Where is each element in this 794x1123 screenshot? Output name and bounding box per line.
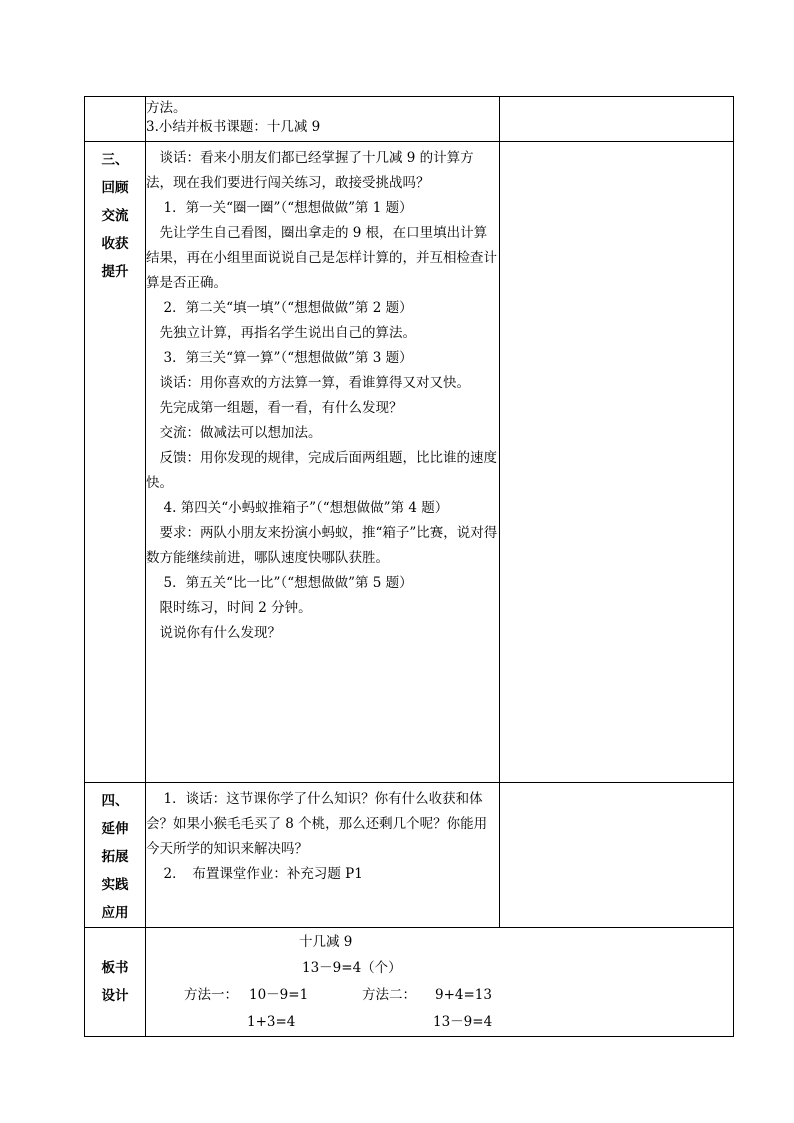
row-label bbox=[85, 783, 146, 928]
notes-cell bbox=[500, 783, 734, 928]
row-label-line: 应用 bbox=[101, 905, 129, 921]
board-design-content bbox=[146, 928, 734, 1037]
paragraph: 1．谈话：这节课你学了什么知识？你有什么收获和体会？如果小猴毛毛买了 8 个桃，那么还剩几个呢？你能用今天所学的知识来解决吗？ bbox=[146, 791, 488, 857]
row-label-line: 板书 bbox=[101, 960, 129, 976]
paragraph: 3．第三关“算一算”（“想想做做”第 3 题） bbox=[163, 350, 413, 366]
paragraph: 限时练习，时间 2 分钟。 bbox=[159, 600, 312, 616]
paragraph: 要求：两队小朋友来扮演小蚂蚁，推“箱子”比赛，说对得数方能继续前进，哪队速度快哪队获胜。 bbox=[146, 525, 498, 566]
row-label-line: 四、 bbox=[101, 793, 129, 809]
method1-line1: 10－9=1 bbox=[249, 987, 309, 1003]
notes-cell bbox=[500, 97, 734, 142]
row-label-empty bbox=[85, 97, 146, 142]
row-content bbox=[146, 97, 500, 142]
row-label-line: 三、 bbox=[101, 152, 129, 168]
board-title: 十几减 9 bbox=[299, 934, 353, 950]
method2-line1: 9+4=13 bbox=[435, 987, 492, 1003]
paragraph: 谈话：看来小朋友们都已经掌握了十几减 9 的计算方法，现在我们要进行闯关练习，敢接受挑战吗？ bbox=[146, 150, 474, 191]
row-label-line: 拓展 bbox=[101, 849, 129, 865]
row-label bbox=[85, 142, 146, 783]
row-label-line: 回顾 bbox=[101, 180, 129, 196]
row-label-line: 交流 bbox=[101, 208, 129, 224]
paragraph: 先独立计算，再指名学生说出自己的算法。 bbox=[159, 325, 416, 341]
table-row-board-design bbox=[85, 928, 734, 1037]
table-row-continuation bbox=[85, 97, 734, 142]
board-equation: 13－9=4（个） bbox=[302, 960, 402, 976]
row-label bbox=[85, 928, 146, 1037]
method1-label: 方法一： bbox=[184, 987, 238, 1003]
method1-line2: 1+3=4 bbox=[247, 1014, 296, 1030]
row-label-line: 延伸 bbox=[101, 821, 129, 837]
table-row-review bbox=[85, 142, 734, 783]
row-label-line: 设计 bbox=[101, 988, 129, 1004]
paragraph: 说说你有什么发现？ bbox=[159, 625, 281, 641]
method2-line2: 13－9=4 bbox=[433, 1014, 493, 1030]
paragraph: 先让学生自己看图，圈出拿走的 9 根，在口里填出计算结果，再在小组里面说说自己是怎样计算的，并互相检查计算是否正确。 bbox=[146, 225, 497, 291]
row-content bbox=[146, 783, 500, 928]
text-line: 方法。 bbox=[146, 100, 187, 116]
text-line: 3.小结并板书课题：十几减 9 bbox=[146, 119, 321, 135]
paragraph: 谈话：用你喜欢的方法算一算，看谁算得又对又快。 bbox=[159, 375, 470, 391]
row-content bbox=[146, 142, 500, 783]
paragraph: 先完成第一组题，看一看，有什么发现？ bbox=[159, 400, 403, 416]
table-row-extension bbox=[85, 783, 734, 928]
method2-label: 方法二： bbox=[362, 987, 416, 1003]
paragraph: 4. 第四关“小蚂蚁推箱子”（“想想做做”第 4 题） bbox=[163, 500, 449, 516]
paragraph: 2． 布置课堂作业：补充习题 P1 bbox=[163, 866, 363, 882]
paragraph: 2．第二关“填一填”（“想想做做”第 2 题） bbox=[163, 300, 413, 316]
row-label-line: 提升 bbox=[101, 264, 129, 280]
paragraph: 1．第一关“圈一圈”（“想想做做”第 1 题） bbox=[163, 200, 413, 216]
paragraph: 反馈：用你发现的规律，完成后面两组题，比比谁的速度快。 bbox=[146, 450, 497, 491]
row-label-line: 收获 bbox=[101, 236, 129, 252]
row-label-line: 实践 bbox=[101, 877, 129, 893]
notes-cell bbox=[500, 142, 734, 783]
lesson-plan-table bbox=[84, 96, 734, 1037]
paragraph: 交流：做减法可以想加法。 bbox=[159, 425, 322, 441]
paragraph: 5．第五关“比一比”（“想想做做”第 5 题） bbox=[163, 575, 413, 591]
